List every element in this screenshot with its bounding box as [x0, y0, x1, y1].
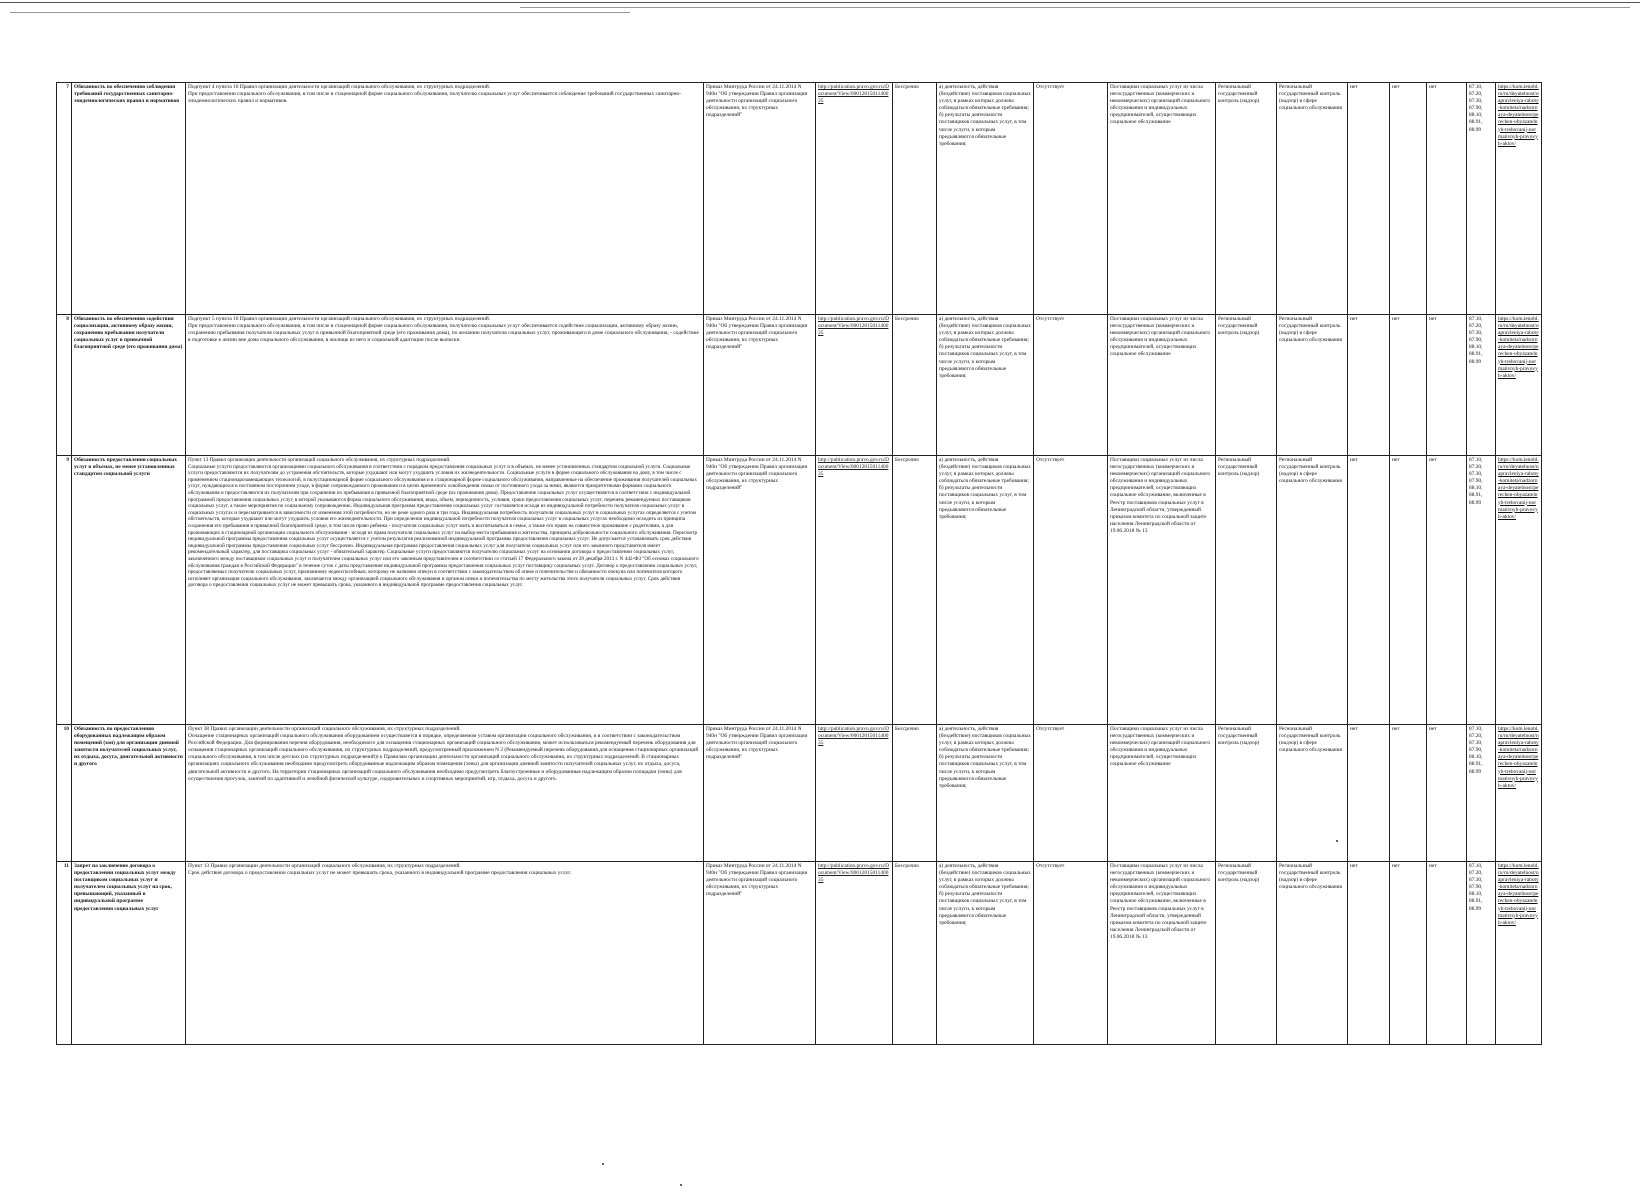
controlled-persons: Поставщики социальных услуг из числа негосударственных (коммерческих и некоммерческих) организаций социального обслуживания и индивидуальных предпринимателей, осуществляющих социальное обслуживание, включенные в Реестр поставщиков социальных услуг в Ленинградской области, утвержденный приказом комитета по социальной защите населения Ленинградской области от 19.06.2018 № 13	[1108, 862, 1216, 1045]
source-url[interactable]: https://kom.lenobl.ru/ru/deyatelnost/napravleniya-raboty-komiteta/nadzornaya-deyatelnost/perechen-obyazatelnyh-trebovanij-normativnyh-pravovyh-aktov/	[1496, 83, 1542, 315]
flag-3: нет	[1427, 725, 1467, 862]
source-url[interactable]: https://kom.lenobl.ru/ru/deyatelnost/napravleniya-raboty-komiteta/nadzornaya-deyatelnost/perechen-obyazatelnyh-trebovanij-normativnyh-pravovyh-aktov/	[1496, 862, 1542, 1045]
row-number: 10	[57, 725, 72, 862]
table-row	[57, 315, 1542, 456]
requirement-title: Обязанность предоставления социальных услуг в объемах, не менее установленных стандартом социальной услуги	[72, 456, 186, 725]
requirements-table	[56, 82, 1542, 1045]
absent-value: Отсутствует	[1034, 456, 1108, 725]
requirement-content: Пункт 13 Правил организации деятельности организаций социального обслуживания, их структурных подразделений. Срок действия договора о предоставлении социальных услуг не может превышать срока, указанного в индивидуальной программе предоставления социальных услуг.	[186, 862, 704, 1045]
row-number: 11	[57, 862, 72, 1045]
flag-1: нет	[1348, 315, 1390, 456]
flag-3: нет	[1427, 315, 1467, 456]
flag-3: нет	[1427, 83, 1467, 315]
flag-2: нет	[1390, 83, 1427, 315]
control-subjects: а) деятельность, действия (бездействие) поставщиков социальных услуг, в рамках которых должны соблюдаться обязательные требования; б) результаты деятельности поставщиков социальных услуг, в том числе услуги, к которым предъявляются обязательные требования;	[937, 315, 1034, 456]
controlled-persons: Поставщики социальных услуг из числа негосударственных (коммерческих и некоммерческих) организаций социального обслуживания и индивидуальных предпринимателей, осуществляющих социальное обслуживание, включенные в Реестр поставщиков социальных услуг в Ленинградской области, утвержденный приказом комитета по социальной защите населения Ленинградской области от 19.06.2018 № 13	[1108, 456, 1216, 725]
requirement-title: Обязанность по предоставлению оборудованных надлежащим образом помещений (зон) для организации дневной занятости получателей социальных услуг, их отдыха, досуга, двигательной активности и другого	[72, 725, 186, 862]
flag-1: нет	[1348, 83, 1390, 315]
act-link[interactable]: http://publication.pravo.gov.ru/Document/View/0001201501140035	[816, 83, 893, 315]
requirement-content: Пункт 13 Правил организации деятельности организаций социального обслуживания, их структурных подразделений. Социальные услуги предоставляются организациями социального обслуживания в соответствии с порядком предоставления социальных услуг и в объемах, не менее установленных стандартом социальной услуги. Социальные услуги предоставляются их получателям до устранения обстоятельств, которые ухудшают или могут ухудшить условия их жизнедеятельности. Социальные услуги в форме социального обслуживания на дому, в том числе с применением стационарозамещающих технологий, в полустационарной форме социального обслуживания и в стационарной форме социального обслуживания, направленные на обеспечение проживания получателей социальных услуг, нуждающихся в постоянном постороннем уходе, в форме сопровождаемого проживания и в целях временного освобождения семьи от постоянного ухода за ними, являются приоритетными формами социального обслуживания и предоставляются их получателям при сохранении их пребывания в привычной благоприятной среде (их проживания дома). Предоставление социальных услуг осуществляется в соответствии с индивидуальной программой предоставления социальных услуг, в которой указываются форма социального обслуживания, виды, объем, периодичность, условия, сроки предоставления социальных услуг, перечень рекомендуемых поставщиков социальных услуг, а также мероприятия по социальному сопровождению. Индивидуальная программа предоставления социальных услуг составляется исходя из индивидуальной потребности получателя социальных услуг в социальных услугах и пересматривается в зависимости от изменения этой потребности, но не реже одного раза в три года. Индивидуальная потребность получателя социальных услуг в социальных услугах определяется с учетом обстоятельств, которые ухудшают или могут ухудшить условия его жизнедеятельности. При определении индивидуальной потребности получателя социальных услуг в социальных услугах необходимо исходить из принципа сохранения его пребывания в привычной благоприятной среде, в том числе право ребенка - получателя социальных услуг жить и воспитываться в семье, а также его право на совместное проживание с родителями, а для проживающих в стационарной организации социального обслуживания - исходя из права получателя социальных услуг на выбор места пребывания и жительства, принципа добровольности социального обслуживания. Пересмотр индивидуальной программы предоставления социальных услуг осуществляется с учетом результатов реализованной индивидуальной программы предоставления социальных услуг. Не допускается устанавливать срок действия индивидуальной программы предоставления социальных услуг бессрочно. Индивидуальная программа предоставления социальных услуг для получателя социальных услуг или его законного представителя имеет рекомендательный характер, для поставщика социальных услуг - обязательный характер. Социальные услуги предоставляются получателю социальных услуг на основании договора о предоставлении социальных услуг, заключенного между поставщиком социальных услуг и получателем социальных услуг или его законным представителем в соответствии со статьей 17 Федерального закона от 28 декабря 2013 г. N 442-ФЗ "Об основах социального обслуживания граждан в Российской Федерации" в течение суток с даты представления индивидуальной программы предоставления социальных услуг поставщику социальных услуг. Договор о предоставлении социальных услуг, предоставляемых получателю социальных услуг, признанному недееспособным, которому не назначен опекун в соответствии с законодательством об опеке и попечительстве и обязанности опекуна или попечителя которого исполняет организация социального обслуживания, заключается между организацией социального обслуживания и органом опеки и попечительства по месту жительства этого получателя социальных услуг. Срок действия договора о предоставлении социальных услуг не может превышать срока, указанного в индивидуальной программе предоставления социальных услуг.	[186, 456, 704, 725]
flag-3: нет	[1427, 456, 1467, 725]
flag-3: нет	[1427, 862, 1467, 1045]
control-kind: Региональный государственный контроль (надзор)	[1216, 456, 1277, 725]
row-number: 8	[57, 315, 72, 456]
control-subjects: а) деятельность, действия (бездействие) поставщиков социальных услуг, в рамках которых должны соблюдаться обязательные требования; б) результаты деятельности поставщиков социальных услуг, в том числе услуги, к которым предъявляются обязательные требования;	[937, 83, 1034, 315]
control-kind: Региональный государственный контроль (надзор)	[1216, 725, 1277, 862]
requirement-title: Обязанность по обеспечению содействия социализации, активному образу жизни, сохранению пребывания получателя социальных услуг в привычной благоприятной среде (его проживания дома)	[72, 315, 186, 456]
controlled-persons: Поставщики социальных услуг из числа негосударственных (коммерческих и некоммерческих) организаций социального обслуживания и индивидуальных предпринимателей, осуществляющих социальное обслуживание	[1108, 83, 1216, 315]
row-number: 7	[57, 83, 72, 315]
control-kind: Региональный государственный контроль (надзор)	[1216, 862, 1277, 1045]
control-subjects: а) деятельность, действия (бездействие) поставщиков социальных услуг, в рамках которых должны соблюдаться обязательные требования; б) результаты деятельности поставщиков социальных услуг, в том числе услуги, к которым предъявляются обязательные требования;	[937, 725, 1034, 862]
act-link[interactable]: http://publication.pravo.gov.ru/Document/View/0001201501140035	[816, 725, 893, 862]
flag-1: нет	[1348, 725, 1390, 862]
okved-codes: 87.10, 87.20, 87.30, 87.90, 88.10, 88.91, 88.99	[1467, 315, 1496, 456]
validity-term: Бессрочно	[893, 83, 937, 315]
absent-value: Отсутствует	[1034, 315, 1108, 456]
flag-2: нет	[1390, 456, 1427, 725]
legal-act: Приказ Минтруда России от 24.11.2014 N 940н "Об утверждении Правил организации деятельности организаций социального обслуживания, их структурных подразделений"	[704, 83, 816, 315]
okved-codes: 87.10, 87.20, 87.30, 87.90, 88.10, 88.91, 88.99	[1467, 83, 1496, 315]
source-url[interactable]: https://kom.lenobl.ru/ru/deyatelnost/napravleniya-raboty-komiteta/nadzornaya-deyatelnost/perechen-obyazatelnyh-trebovanij-normativnyh-pravovyh-aktov/	[1496, 456, 1542, 725]
control-name: Региональный государственный контроль (надзор) в сфере социального обслуживания	[1277, 862, 1348, 1045]
requirement-title: Обязанность по обеспечению соблюдения требований государственных санитарно-эпидемиологических правил и нормативов	[72, 83, 186, 315]
validity-term: Бессрочно	[893, 862, 937, 1045]
legal-act: Приказ Минтруда России от 24.11.2014 N 940н "Об утверждении Правил организации деятельности организаций социального обслуживания, их структурных подразделений"	[704, 456, 816, 725]
absent-value: Отсутствует	[1034, 725, 1108, 862]
absent-value: Отсутствует	[1034, 83, 1108, 315]
scan-speck	[1336, 840, 1338, 842]
flag-2: нет	[1390, 725, 1427, 862]
validity-term: Бессрочно	[893, 725, 937, 862]
control-kind: Региональный государственный контроль (надзор)	[1216, 83, 1277, 315]
control-name: Региональный государственный контроль (надзор) в сфере социального обслуживания	[1277, 456, 1348, 725]
flag-2: нет	[1390, 862, 1427, 1045]
legal-act: Приказ Минтруда России от 24.11.2014 N 940н "Об утверждении Правил организации деятельности организаций социального обслуживания, их структурных подразделений"	[704, 862, 816, 1045]
requirement-content: Пункт 38 Правил организации деятельности организаций социального обслуживания, их структурных подразделений. Оснащение стационарных организаций социального обслуживания оборудованием осуществляется в порядке, определяемом уставом организации социального обслуживания, и в соответствии с законодательством Российской Федерации. Для формирования перечня оборудования, необходимого для оснащения стационарных организаций социального обслуживания, может использоваться рекомендуемый перечень оборудования для оснащения стационарных организаций социального обслуживания, их структурных подразделений, предусмотренный приложением N 2 (Рекомендуемый перечень оборудования для оснащения стационарных организаций социального обслуживания, в том числе детских (их структурных подразделений)) к Правилам организации деятельности организаций социального обслуживания, их структурных подразделений. В стационарных организациях социального обслуживания необходимо предусмотреть оборудованные надлежащим образом помещения (зоны) для организации дневной занятости получателей социальных услуг, их отдыха, досуга, двигательной активности и другого. На территории стационарных организаций социального обслуживания необходимо предусмотреть благоустроенные и оборудованные надлежащим образом площадки (зоны) для осуществления прогулок, занятий по адаптивной и лечебной физической культуре, оздоровительных и спортивных мероприятий, игр, отдыха, досуга и другого.	[186, 725, 704, 862]
flag-1: нет	[1348, 456, 1390, 725]
controlled-persons: Поставщики социальных услуг из числа негосударственных (коммерческих и некоммерческих) организаций социального обслуживания и индивидуальных предпринимателей, осуществляющих социальное обслуживание	[1108, 315, 1216, 456]
scan-top-edge-3	[520, 7, 1630, 8]
act-link[interactable]: http://publication.pravo.gov.ru/Document/View/0001201501140035	[816, 456, 893, 725]
requirement-content: Подпункт 5 пункта 16 Правил организации деятельности организаций социального обслуживания, их структурных подразделений. При предоставлении социального обслуживания, в том числе в стационарной форме социального обслуживания, получателю социальных услуг обеспечивается содействие социализации, активному образу жизни, сохранению пребывания получателя социальных услуг в привычной благоприятной среде (его проживания дома), по желанию получателя социальных услуг, проживающего в доме социального обслуживания, - содействие в подготовке к жизни вне дома социального обслуживания, в жилище из него и социальной адаптации после выписки.	[186, 315, 704, 456]
okved-codes: 87.10, 87.20, 87.30, 87.90, 88.10, 88.91, 88.99	[1467, 725, 1496, 862]
control-name: Региональный государственный контроль (надзор) в сфере социального обслуживания	[1277, 725, 1348, 862]
control-subjects: а) деятельность, действия (бездействие) поставщиков социальных услуг, в рамках которых должны соблюдаться обязательные требования; б) результаты деятельности поставщиков социальных услуг, в том числе услуги, к которым предъявляются обязательные требования;	[937, 456, 1034, 725]
validity-term: Бессрочно	[893, 315, 937, 456]
legal-act: Приказ Минтруда России от 24.11.2014 N 940н "Об утверждении Правил организации деятельности организаций социального обслуживания, их структурных подразделений"	[704, 315, 816, 456]
table-row	[57, 725, 1542, 862]
control-name: Региональный государственный контроль (надзор) в сфере социального обслуживания	[1277, 315, 1348, 456]
act-link[interactable]: http://publication.pravo.gov.ru/Document/View/0001201501140035	[816, 315, 893, 456]
control-kind: Региональный государственный контроль (надзор)	[1216, 315, 1277, 456]
flag-2: нет	[1390, 315, 1427, 456]
okved-codes: 87.10, 87.20, 87.30, 87.90, 88.10, 88.91, 88.99	[1467, 456, 1496, 725]
control-name: Региональный государственный контроль (надзор) в сфере социального обслуживания	[1277, 83, 1348, 315]
scan-speck	[602, 1163, 604, 1165]
okved-codes: 87.10, 87.20, 87.30, 87.90, 88.10, 88.91, 88.99	[1467, 862, 1496, 1045]
control-subjects: а) деятельность, действия (бездействие) поставщиков социальных услуг, в рамках которых должны соблюдаться обязательные требования; б) результаты деятельности поставщиков социальных услуг, в том числе услуги, к которым предъявляются обязательные требования;	[937, 862, 1034, 1045]
flag-1: нет	[1348, 862, 1390, 1045]
scan-speck	[680, 1184, 682, 1186]
row-number: 9	[57, 456, 72, 725]
source-url[interactable]: https://kom.lenobl.ru/ru/deyatelnost/napravleniya-raboty-komiteta/nadzornaya-deyatelnost/perechen-obyazatelnyh-trebovanij-normativnyh-pravovyh-aktov/	[1496, 315, 1542, 456]
scan-top-edge	[0, 2, 1640, 3]
requirement-content: Подпункт 4 пункта 16 Правил организации деятельности организаций социального обслуживания, их структурных подразделений. При предоставлении социального обслуживания, в том числе в стационарной форме социального обслуживания, получателю социальных услуг обеспечивается соблюдение требований государственных санитарно-эпидемиологических правил и нормативов.	[186, 83, 704, 315]
source-url[interactable]: https://kom.lenobl.ru/ru/deyatelnost/napravleniya-raboty-komiteta/nadzornaya-deyatelnost/perechen-obyazatelnyh-trebovanij-normativnyh-pravovyh-aktov/	[1496, 725, 1542, 862]
controlled-persons: Поставщики социальных услуг из числа негосударственных (коммерческих и некоммерческих) организаций социального обслуживания и индивидуальных предпринимателей, осуществляющих социальное обслуживание	[1108, 725, 1216, 862]
absent-value: Отсутствует	[1034, 862, 1108, 1045]
requirement-title: Запрет на заключение договора о предоставлении социальных услуг между поставщиком социальных услуг и получателем социальных услуг на срок, превышающий, указанный в индивидуальной программе предоставления социальных услуг	[72, 862, 186, 1045]
legal-act: Приказ Минтруда России от 24.11.2014 N 940н "Об утверждении Правил организации деятельности организаций социального обслуживания, их структурных подразделений"	[704, 725, 816, 862]
act-link[interactable]: http://publication.pravo.gov.ru/Document/View/0001201501140035	[816, 862, 893, 1045]
validity-term: Бессрочно	[893, 456, 937, 725]
scan-top-edge-2	[10, 12, 630, 13]
table-row	[57, 456, 1542, 725]
table-row	[57, 862, 1542, 1045]
table-row	[57, 83, 1542, 315]
